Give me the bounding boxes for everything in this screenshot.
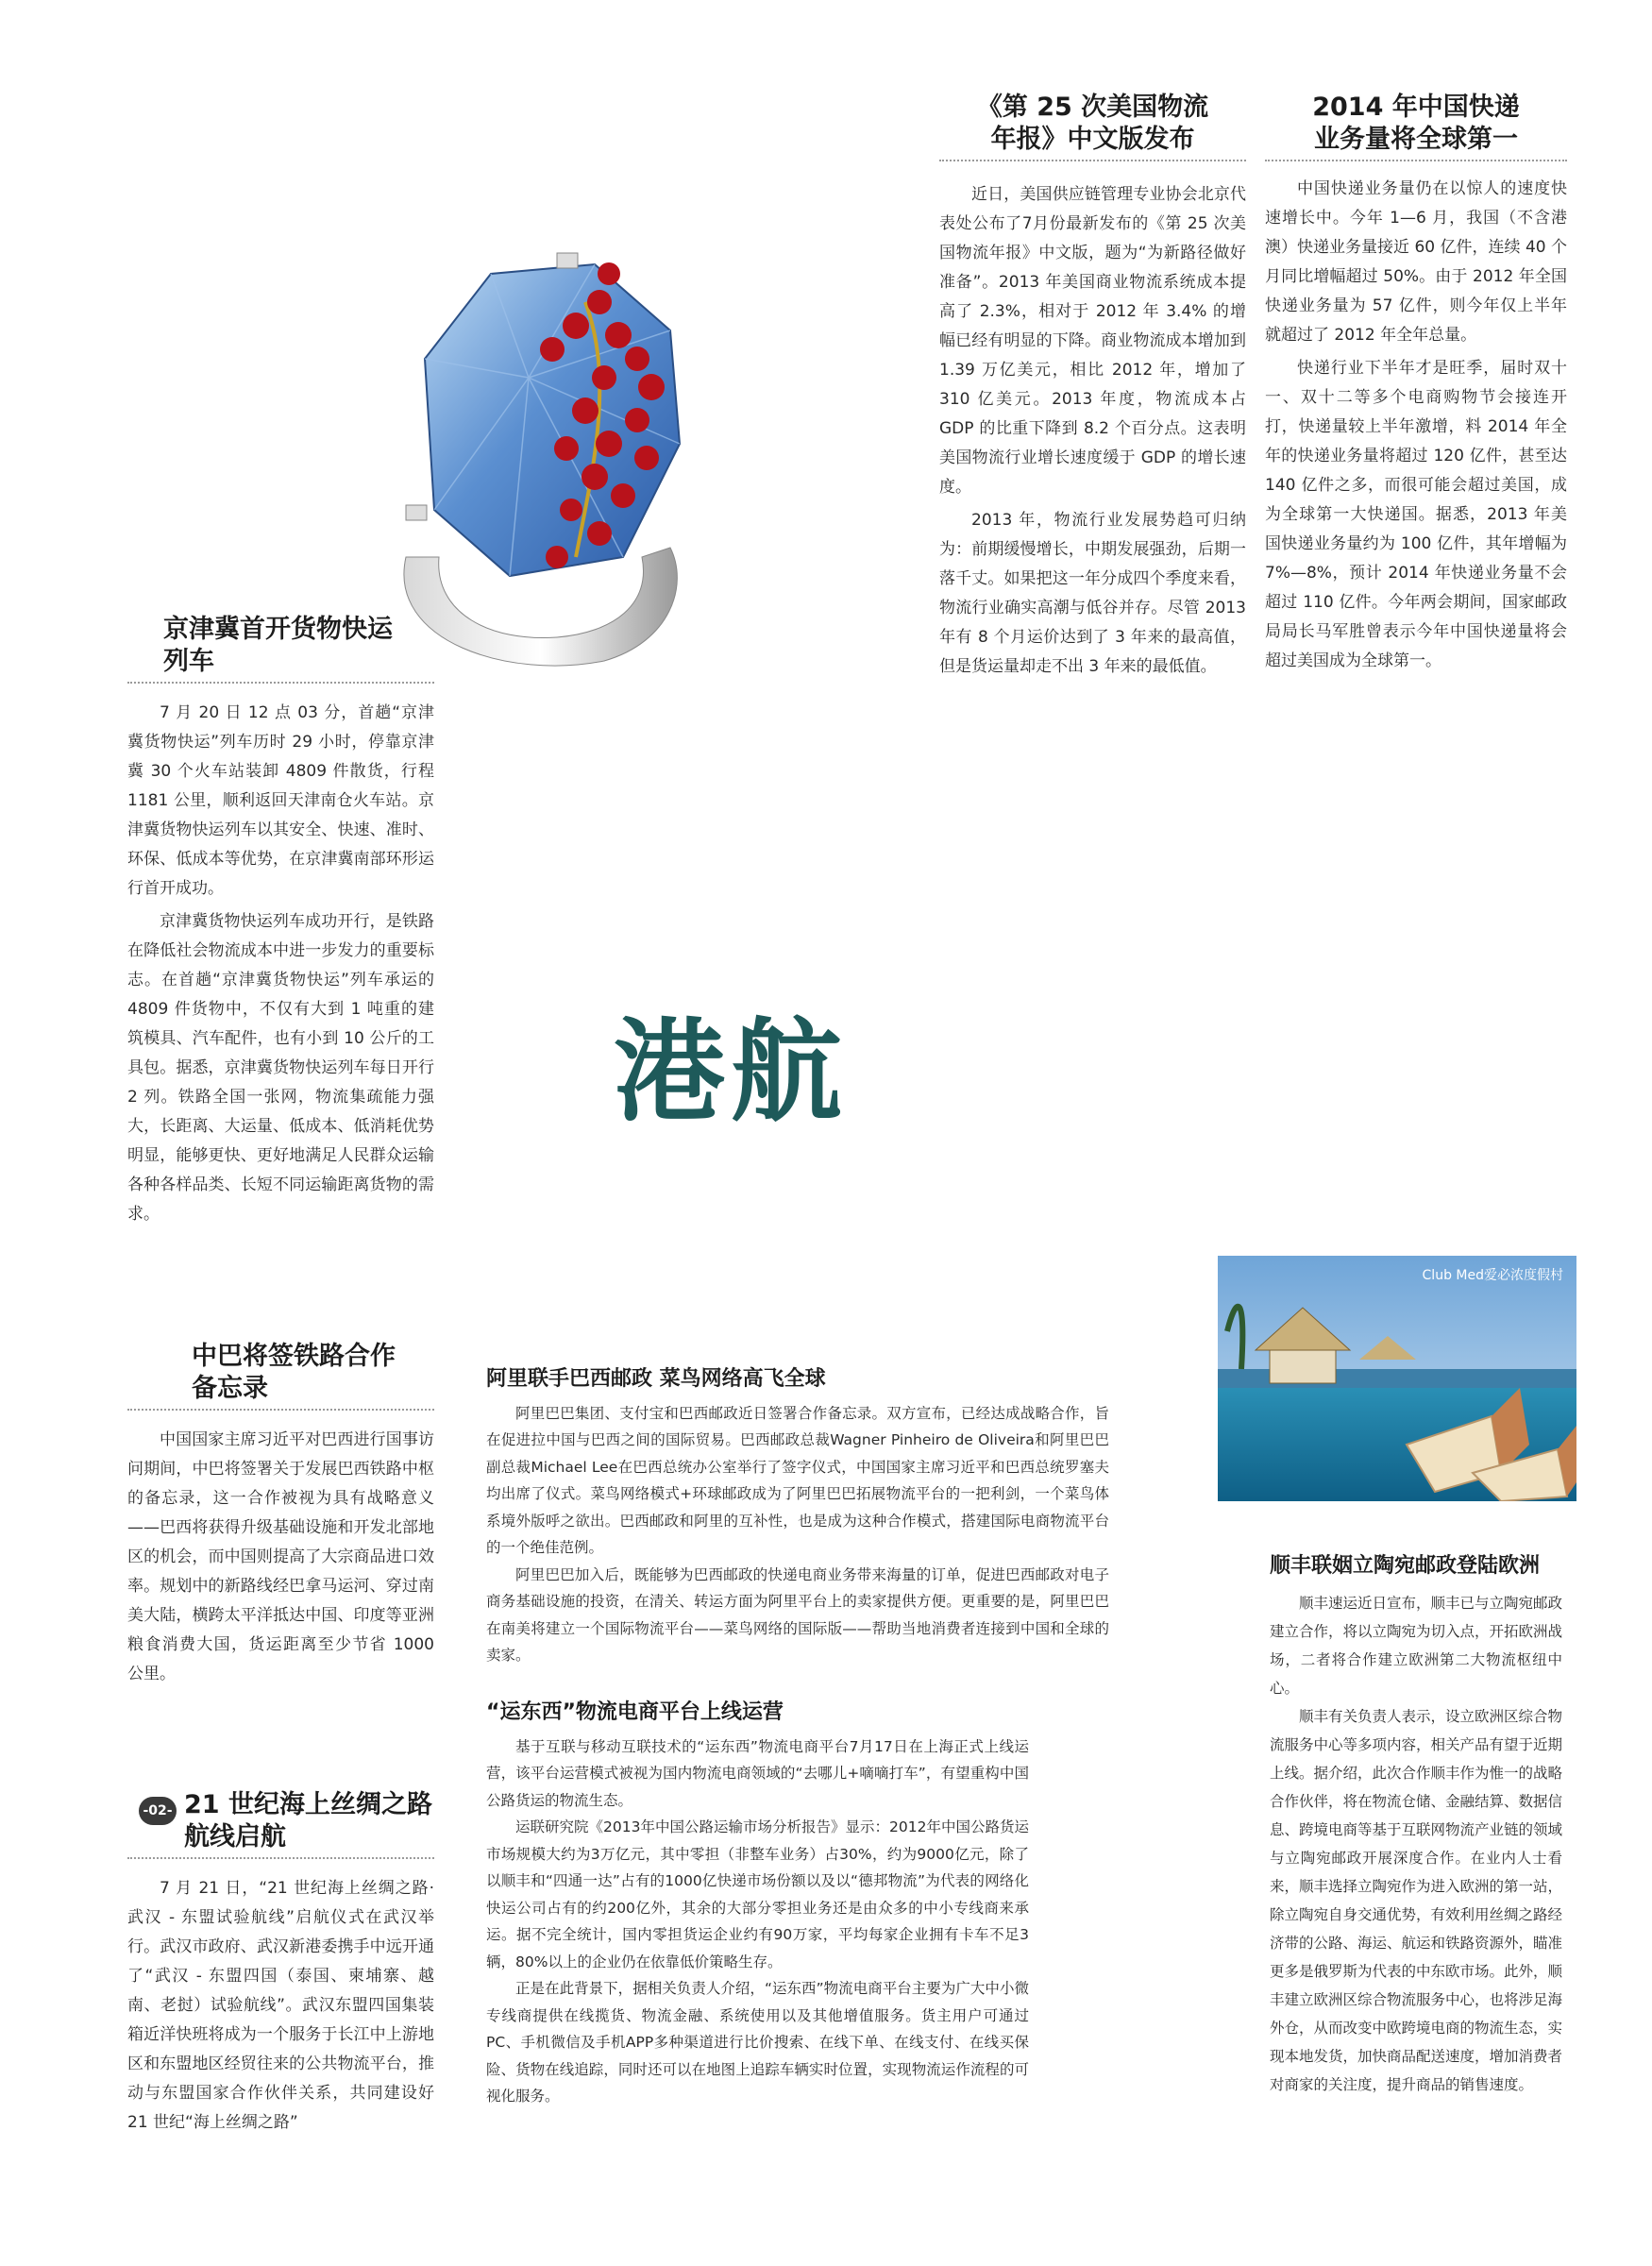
article-sf bbox=[1270, 1553, 1562, 2099]
title-line: 21 世纪海上丝绸之路 bbox=[184, 1790, 432, 1819]
paragraph: 基于互联与移动互联技术的“运东西”物流电商平台7月17日在上海正式上线运营，该平台运营模式被视为国内物流电商领域的“去哪儿+嘀嘀打车”，有望重构中国公路货运的物流生态。 bbox=[486, 1737, 1029, 1809]
paragraph: 阿里巴巴加入后，既能够为巴西邮政的快递电商业务带来海量的订单，促进巴西邮政对电子商务基础设施的投资，在清关、转运方面为阿里平台上的卖家提供方便。更重要的是，阿里巴巴在南美将建立一个国际物流平台——菜鸟网络的国际版——帮助当地消费者连接到中国和全球的卖家。 bbox=[486, 1565, 1109, 1664]
article-china-brazil bbox=[127, 1341, 434, 1689]
article-title bbox=[127, 1341, 434, 1411]
article-body bbox=[127, 1874, 434, 2138]
article-usa-report bbox=[939, 92, 1246, 682]
paragraph: 中国国家主席习近平对巴西进行国事访问期间，中巴将签署关于发展巴西铁路中枢的备忘录，这一合作被视为具有战略意义——巴西将获得升级基础设施和开发北部地区的机会，而中国则提高了大宗商品进口效率。规划中的新路线经巴拿马运河、穿过南美大陆，横跨太平洋抵达中国、印度等亚洲粮食消费大国，货运距离至少节省 1000 公里。 bbox=[127, 1429, 434, 1683]
title-line: 航线启航 bbox=[184, 1821, 286, 1852]
paragraph: 快递行业下半年才是旺季，届时双十一、双十二等多个电商购物节会接连开打，快递量较上半年激增，料 2014 年全年的快递业务量将超过 120 亿件，甚至达 140 亿件之多，而很可能会超过美国，成为全球第一大快递国。据悉，2013 年美国快递业务量约为 100 亿件，其年增幅为 7%—8%，预计 2014 年快递业务量不会超过 110 亿件。今年两会期间，国家邮政局局长马军胜曾表示今年中国快递量将会超过美国成为全球第一。 bbox=[1265, 358, 1567, 670]
article-silk-road bbox=[127, 1789, 434, 2138]
article-title: “运东西”物流电商平台上线运营 bbox=[486, 1700, 784, 1724]
article-title bbox=[1265, 92, 1567, 161]
paragraph: 7 月 20 日 12 点 03 分，首趟“京津冀货物快运”列车历时 29 小时，停靠京津冀 30 个火车站装卸 4809 件散货，行程 1181 公里，顺利返回天津南仓火车站。京津冀货物快运列车以其安全、快速、准时、环保、低成本等优势，在京津冀南部环形运行首开成功。 bbox=[127, 702, 434, 898]
article-yundongxi bbox=[486, 1700, 1029, 2110]
article-jingjinji bbox=[127, 614, 434, 1229]
photo-caption: Club Med爱必浓度假村 bbox=[1422, 1268, 1563, 1283]
article-alibaba bbox=[486, 1366, 1109, 1669]
article-body bbox=[486, 1400, 1109, 1669]
section-number-badge: -02- bbox=[139, 1797, 177, 1825]
paragraph: 顺丰有关负责人表示，设立欧洲区综合物流服务中心等多项内容，相关产品有望于近期上线。据介绍，此次合作顺丰作为惟一的战略合作伙伴，将在物流仓储、金融结算、数据信息、跨境电商等基于互联网物流产业链的领域与立陶宛邮政开展深度合作。在业内人士看来，顺丰选择立陶宛作为进入欧洲的第一站，除立陶宛自身交通优势，有效利用丝绸之路经济带的公路、海运、航运和铁路资源外，瞄准更多是俄罗斯为代表的中东欧市场。此外，顺丰建立欧洲区综合物流服务中心，也将涉足海外仓，从而改变中欧跨境电商的物流生态，实现本地发货，加快商品配送速度，增加消费者对商家的关注度，提升商品的销售速度。 bbox=[1270, 1707, 1563, 2093]
paragraph: 运联研究院《2013年中国公路运输市场分析报告》显示：2012年中国公路货运市场规模大约为3万亿元，其中零担（非整车业务）占30%，约为9000亿元，除了以顺丰和“四通一达”占有的1000亿快递市场份额以及以“德邦物流”为代表的网络化快运公司占有的约200亿外，其余的大部分零担业务还是由众多的中小专线商来承运。据不完全统计，国内零担货运企业约有90万家，平均每家企业拥有卡车不足3辆，80%以上的企业仍在依靠低价策略生存。 bbox=[486, 1818, 1029, 1970]
paragraph: 阿里巴巴集团、支付宝和巴西邮政近日签署合作备忘录。双方宣布，已经达成战略合作，旨在促进拉中国与巴西之间的国际贸易。巴西邮政总裁Wagner Pinheiro de Oliveira和阿里巴巴副总裁Michael Lee在巴西总统办公室举行了签字仪式，中国国家主席习近平和巴西总统罗塞夫均出席了仪式。菜鸟网络模式+环球邮政成为了阿里巴巴拓展物流平台的一把利剑，一个菜鸟体系境外版呼之欲出。巴西邮政和阿里的互补性，也是成为这种合作模式，搭建国际电商物流平台的一个绝佳范例。 bbox=[486, 1404, 1109, 1556]
article-express bbox=[1265, 92, 1567, 676]
title-line: 业务量将全球第一 bbox=[1314, 124, 1518, 154]
paragraph: 近日，美国供应链管理专业协会北京代表处公布了7月份最新发布的《第 25 次美国物流年报》中文版，题为“为新路径做好准备”。2013 年美国商业物流系统成本提高了 2.3%，相对于 2012 年 3.4% 的增幅已经有明显的下降。商业物流成本增加到 1.39 万亿美元，相比 2012 年，增加了 310 亿美元。2013 年度，物流成本占 GDP 的比重下降到 8.2 个百分点。这表明美国物流行业增长速度缓于 GDP 的增长速度。 bbox=[939, 184, 1246, 497]
title-line: 列车 bbox=[163, 646, 214, 676]
article-body bbox=[127, 1426, 434, 1689]
article-body bbox=[486, 1733, 1029, 2110]
title-line: 年报》中文版发布 bbox=[990, 124, 1195, 154]
paragraph: 7 月 21 日，“21 世纪海上丝绸之路·武汉 - 东盟试验航线”启航仪式在武汉举行。武汉市政府、武汉新港委携手中远开通了“武汉 - 东盟四国（泰国、柬埔寨、越南、老挝）试验航线”。武汉东盟四国集装箱近洋快班将成为一个服务于长江中上游地区和东盟地区经贸往来的公共物流平台，推动与东盟国家合作伙伴关系，共同建设好 21 世纪“海上丝绸之路” bbox=[127, 1878, 434, 2132]
title-line: 2014 年中国快递 bbox=[1312, 93, 1520, 122]
title-line: 《第 25 次美国物流 bbox=[976, 93, 1209, 122]
article-body bbox=[939, 180, 1246, 682]
article-body bbox=[127, 699, 434, 1229]
article-body bbox=[1265, 175, 1567, 676]
paragraph: 中国快递业务量仍在以惊人的速度快速增长中。今年 1—6 月，我国（不含港澳）快递业务量接近 60 亿件，连续 40 个月同比增幅超过 50%。由于 2012 年全国快递业务量为 57 亿件，则今年仅上半年就超过了 2012 年全年总量。 bbox=[1265, 178, 1567, 345]
article-body bbox=[1270, 1589, 1562, 2099]
article-title bbox=[939, 92, 1246, 161]
paragraph: 顺丰速运近日宣布，顺丰已与立陶宛邮政建立合作，将以立陶宛为切入点，开拓欧洲战场，二者将合作建立欧洲第二大物流枢纽中心。 bbox=[1270, 1594, 1563, 1697]
title-line: 中巴将签铁路合作 bbox=[192, 1342, 396, 1371]
title-line: 京津冀首开货物快运 bbox=[163, 615, 393, 644]
paragraph: 2013 年，物流行业发展势趋可归纳为：前期缓慢增长，中期发展强劲，后期一落千丈。如果把这一年分成四个季度来看，物流行业确实高潮与低谷并存。尽管 2013 年有 8 个月运价达到了 3 年来的最高值，但是货运量却走不出 3 年来的最低值。 bbox=[939, 510, 1246, 676]
section-title: 港航 bbox=[614, 1006, 849, 1137]
article-title: 顺丰联姻立陶宛邮政登陆欧洲 bbox=[1270, 1554, 1541, 1578]
article-title: 阿里联手巴西邮政 菜鸟网络高飞全球 bbox=[486, 1367, 826, 1391]
resort-photo bbox=[1218, 1256, 1576, 1501]
article-title bbox=[127, 1789, 434, 1859]
paragraph: 正是在此背景下，据相关负责人介绍，“运东西”物流电商平台主要为广大中小微专线商提供在线揽货、物流金融、系统使用以及其他增值服务。货主用户可通过PC、手机微信及手机APP多种渠道进行比价搜索、在线下单、在线支付、在线买保险、货物在线追踪，同时还可以在地图上追踪车辆实时位置，实现物流运作流程的可视化服务。 bbox=[486, 1980, 1029, 2105]
title-line: 备忘录 bbox=[192, 1373, 268, 1403]
paragraph: 京津冀货物快运列车成功开行，是铁路在降低社会物流成本中进一步发力的重要标志。在首趟“京津冀货物快运”列车承运的 4809 件货物中，不仅有大到 1 吨重的建筑模具、汽车配件，也有小到 10 公斤的工具包。据悉，京津冀货物快运列车每日开行 2 列。铁路全国一张网，物流集疏能力强大，长距离、大运量、低成本、低消耗优势明显，能够更快、更好地满足人民群众运输各种各样品类、长短不同运输距离货物的需求。 bbox=[127, 911, 434, 1224]
article-title bbox=[127, 614, 434, 684]
